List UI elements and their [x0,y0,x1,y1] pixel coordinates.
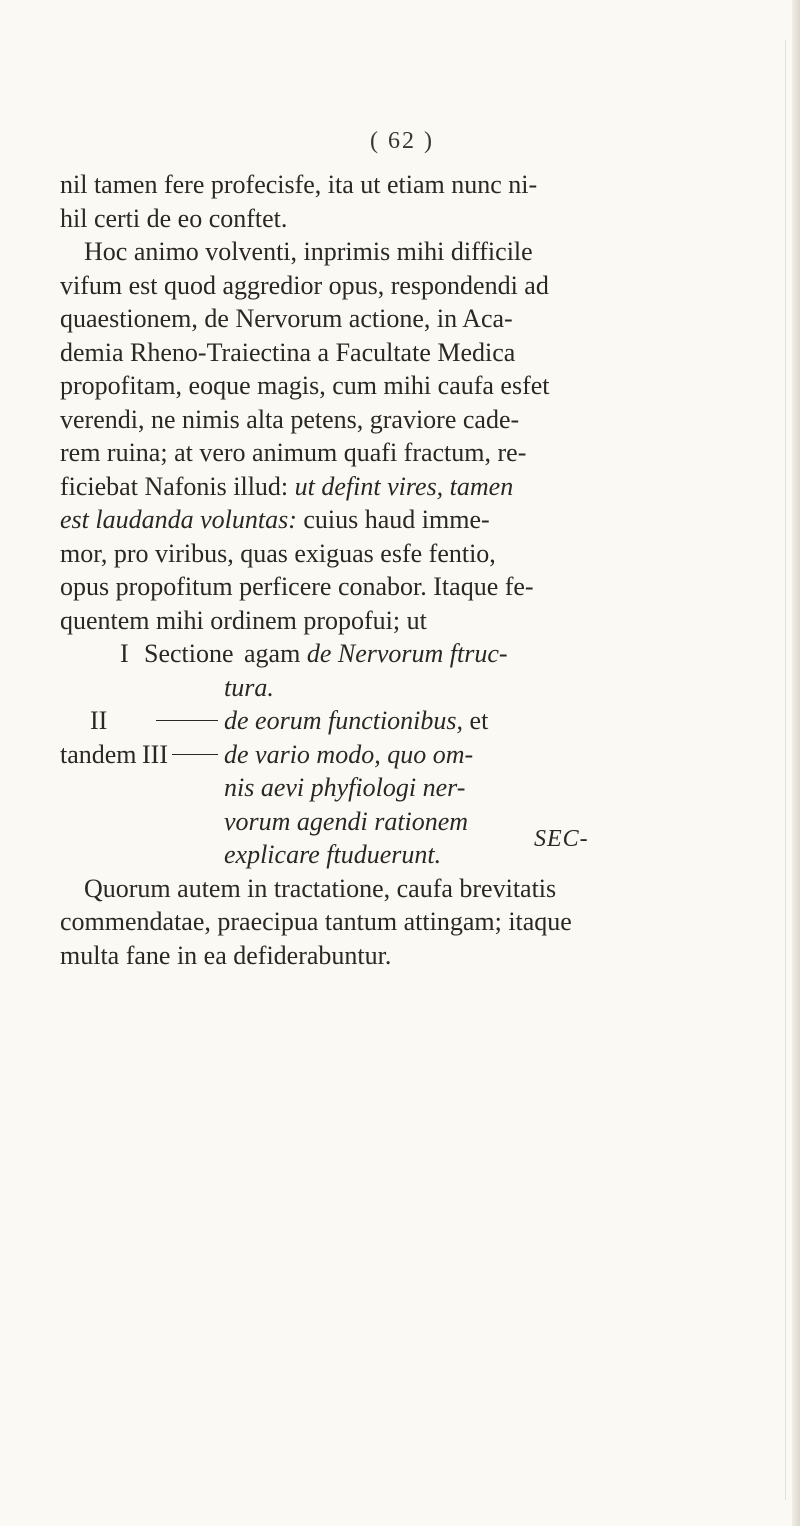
catchword: SEC- [534,826,589,852]
text-fragment: agam [244,639,307,668]
text-line: vifum est quod aggredior opus, respondendi ad [60,270,549,300]
text-line: quaestionem, de Nervorum actione, in Aca- [60,304,513,333]
section-entry-3 [60,738,750,772]
section-title: vorum agendi rationem [224,806,469,836]
ovid-quote: ut defint vires, tamen [294,471,514,501]
text-line: mor, pro viribus, quas exiguas esfe fentio, [60,538,496,568]
text-line: quentem mihi ordinem propofui; ut [60,605,427,635]
text-line: commendatae, praecipua tantum attingam; itaque [60,907,572,936]
text-line [60,671,750,705]
text-line: propofitam, eoque magis, cum mihi caufa esfet [60,371,550,400]
text-line [60,503,750,537]
section-title: de eorum functionibus, [224,706,464,735]
ditto-dash [156,720,218,721]
text-fragment: tandem [60,739,137,769]
text-line: opus propofitum perficere conabor. Itaque fe- [60,572,534,601]
text-line [60,805,750,839]
text-line [60,470,750,504]
text-line: verendi, ne nimis alta petens, graviore cade- [60,404,520,434]
text-line: rem ruina; at vero animum quafi fractum, re- [60,438,527,467]
page-edge-shadow [792,0,800,1526]
section-entry-2 [60,704,750,738]
section-title: nis aevi phyfiologi ner- [224,773,466,802]
ditto-dash [172,754,218,755]
text-line: Quorum autem in tractatione, caufa brevitatis [84,873,557,903]
section-entry-1 [60,637,750,671]
ovid-quote: est laudanda voluntas: [60,505,297,534]
text-line: Hoc animo volventi, inprimis mihi difficile [84,237,533,266]
section-title: tura. [224,672,274,702]
section-title: de vario modo, quo om- [224,739,474,769]
body-text [60,168,750,972]
text-fragment: ficiebat Nafonis illud: [60,471,295,501]
section-word: Sectione [144,639,234,668]
text-line: multa fane in ea defiderabuntur. [60,940,392,970]
section-numeral: II [90,706,108,735]
text-fragment: et [463,706,489,735]
page-number: ( 62 ) [370,128,434,154]
text-line: demia Rheno-Traiectina a Facultate Medica [60,337,516,367]
text-line [60,838,750,872]
page-edge-line [785,40,786,1500]
text-line: hil certi de eo conftet. [60,203,288,233]
text-line: nil tamen fere profecisfe, ita ut etiam nunc ni- [60,170,538,199]
section-numeral: III [142,739,168,769]
text-fragment: cuius haud imme- [296,505,490,534]
section-numeral: I [120,639,129,668]
section-title: de Nervorum ftruc- [306,639,508,668]
text-line [60,771,750,805]
section-title: explicare ftuduerunt. [224,840,442,869]
